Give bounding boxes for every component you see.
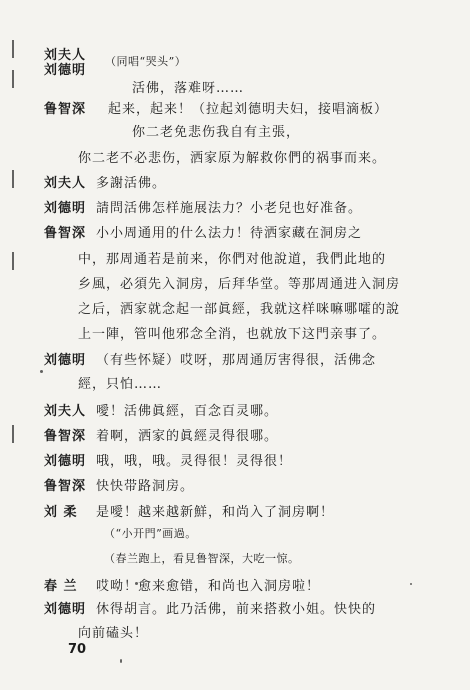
line-text: 是噯！越来越新鮮，和尚入了洞房啊！ bbox=[96, 505, 335, 520]
speaker-label: 鲁智深 bbox=[44, 226, 87, 241]
speaker-label: 刘夫人 bbox=[44, 48, 87, 63]
line-text: （有些怀疑）哎呀，那周通厉害得很，活佛念 bbox=[96, 353, 377, 368]
speaker-label: 刘德明 bbox=[44, 201, 87, 216]
line-text: 着啊，洒家的眞經灵得很哪。 bbox=[96, 429, 279, 444]
speaker-label: 刘德明 bbox=[44, 602, 87, 617]
speaker-label: 刘夫人 bbox=[44, 176, 87, 191]
line-text: 經，只怕…… bbox=[78, 377, 163, 392]
line-text: 請問活佛怎样施展法力？小老兒也好准备。 bbox=[96, 201, 363, 216]
line-text: 你二老不必悲伤，洒家原为解救你們的祸事而来。 bbox=[78, 151, 387, 166]
stage-direction: （“小开門”画過。 bbox=[104, 527, 197, 540]
line-text: 小小周通用的什么法力！待洒家藏在洞房之 bbox=[96, 226, 363, 241]
scan-mark bbox=[12, 70, 14, 88]
line-text: 你二老免悲伤我自有主張， bbox=[132, 125, 301, 140]
line-text: 休得胡言。此乃活佛，前来搭救小姐。快快的 bbox=[96, 602, 377, 617]
scan-mark bbox=[12, 252, 14, 270]
scan-speck bbox=[40, 370, 43, 373]
scan-speck bbox=[410, 583, 412, 585]
page-number: 70 bbox=[68, 642, 87, 657]
stage-direction: （春兰跑上，看見鲁智深，大吃一惊。 bbox=[104, 552, 300, 565]
line-text: 乡風，必須先入洞房，后拜华堂。等那周通进入洞房 bbox=[78, 277, 401, 292]
line-text: 多謝活佛。 bbox=[96, 176, 167, 191]
line-text: 起来，起来！（拉起刘德明夫妇，接唱滴板） bbox=[108, 102, 389, 117]
speaker-label: 鲁智深 bbox=[44, 429, 87, 444]
speaker-label: 刘 柔 bbox=[44, 505, 78, 520]
line-text: 活佛，落难呀…… bbox=[132, 81, 245, 96]
speaker-label: 刘德明 bbox=[44, 353, 87, 368]
line-text: 哦，哦，哦。灵得很！灵得很！ bbox=[96, 454, 293, 469]
line-text: 中，那周通若是前来，你們对他說道，我們此地的 bbox=[78, 252, 387, 267]
line-text: 之后，洒家就念起一部眞經，我就这样咪嘛哪嚯的說 bbox=[78, 302, 401, 317]
stage-direction: （同唱“哭头”） bbox=[105, 55, 187, 68]
speaker-label: 春 兰 bbox=[44, 579, 78, 594]
scan-speck bbox=[120, 659, 122, 663]
speaker-label: 刘德明 bbox=[44, 454, 87, 469]
scan-mark bbox=[12, 170, 14, 188]
speaker-label: 刘夫人 bbox=[44, 404, 87, 419]
speaker-label: 鲁智深 bbox=[44, 102, 87, 117]
line-text: 噯！活佛眞經，百念百灵哪。 bbox=[96, 404, 279, 419]
line-text: 上一陣，管叫他邪念全消，也就放下这門亲事了。 bbox=[78, 327, 387, 342]
speaker-label: 刘德明 bbox=[44, 63, 87, 78]
line-text: 快快带路洞房。 bbox=[96, 479, 195, 494]
scan-mark bbox=[12, 425, 14, 443]
scan-mark bbox=[12, 40, 14, 58]
line-text: 哎呦！愈来愈错，和尚也入洞房啦！ bbox=[96, 579, 321, 594]
line-text: 向前磕头！ bbox=[78, 626, 149, 641]
speaker-label: 鲁智深 bbox=[44, 479, 87, 494]
